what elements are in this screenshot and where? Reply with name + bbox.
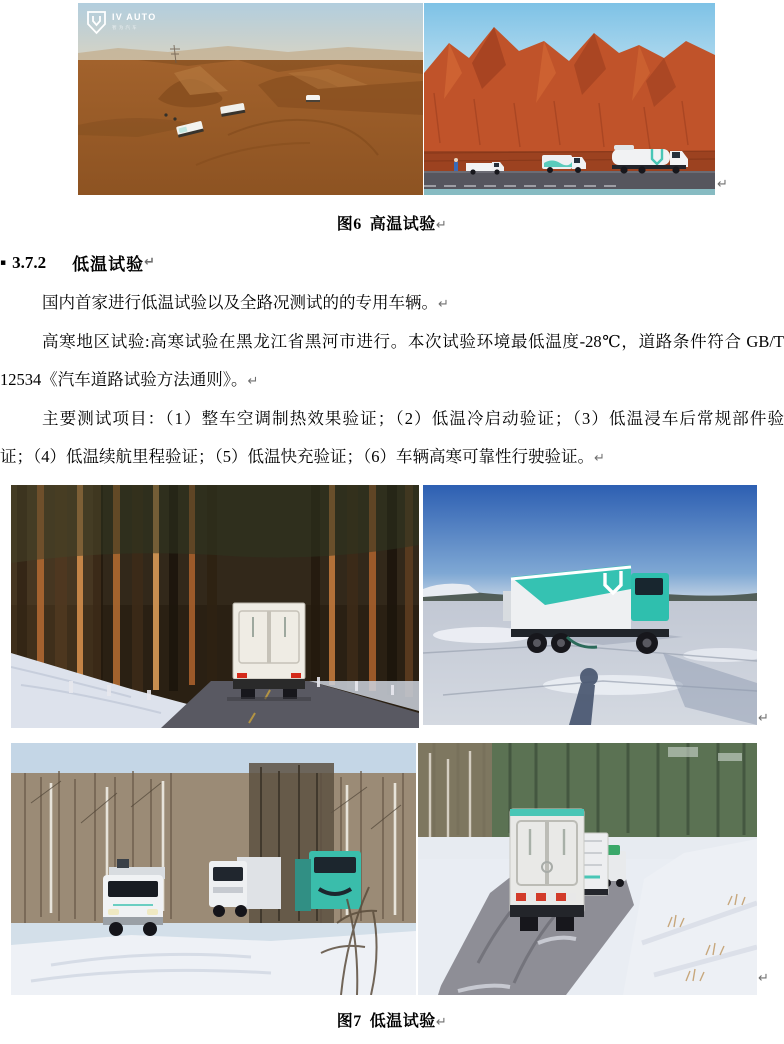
paragraph-mark: ↵: [717, 177, 728, 192]
paragraph-mark: ↵: [758, 971, 769, 986]
paragraph-mark: ↵: [758, 711, 769, 726]
paragraph-mark: ↵: [435, 1015, 448, 1030]
section-heading: [0, 250, 784, 275]
mini-truck: [103, 859, 165, 936]
figure6-caption-label: 图6: [336, 216, 362, 233]
person-dot: [164, 113, 167, 116]
brand-logo-text: IV AUTO: [112, 12, 157, 22]
white-truck: [209, 857, 281, 917]
section-title: 低温试验: [72, 255, 145, 274]
figure7-photo-frozen-lake: [423, 485, 757, 725]
paragraph-2-line-1: 高寒地区试验:高寒试验在黑龙江省黑河市进行。本次试验环境最低温度-28℃，道路条件符合 GB/T: [42, 331, 784, 351]
figure6-caption: [0, 211, 784, 234]
paragraph-mark: ↵: [435, 218, 448, 233]
big-truck-rear: [510, 809, 584, 931]
paragraph-mark: ↵: [438, 297, 449, 312]
figure6-photo-red-mountains-road: [424, 3, 715, 195]
paragraph-mark: ↵: [144, 255, 156, 270]
figure7-photo-snow-trail-convoy: [11, 743, 416, 995]
paragraph-mark: ↵: [247, 374, 259, 389]
truck-rear: [227, 603, 311, 699]
brand-logo-tagline: 智为汽车: [112, 25, 139, 30]
person-figure: [454, 158, 458, 171]
figure6-photo-desert-aerial: [78, 3, 423, 195]
heading-bullet-square: ▪: [0, 257, 7, 268]
paragraph-mark: ↵: [594, 451, 605, 466]
figure7-caption-text: 低温试验: [369, 1013, 436, 1030]
body-text: [0, 284, 784, 477]
paragraph-3-line-1: 主要测试项目：（1）整车空调制热效果验证；（2）低温冷启动验证；（3）低温浸车后常规部件验: [42, 408, 784, 428]
section-number: 3.7.2: [12, 252, 47, 272]
figure6-caption-text: 高温试验: [369, 216, 436, 233]
person-dot: [173, 117, 176, 120]
paragraph-2-line-2: 12534《汽车道路试验方法通则》。↵: [0, 370, 259, 389]
figure7-photo-snow-road-convoy: [418, 743, 757, 995]
teal-truck: [295, 851, 361, 911]
figure7-photo-forest-road: [11, 485, 419, 728]
figure7-caption: [0, 1008, 784, 1031]
paragraph-3-line-2: 证；（4）低温续航里程验证；（5）低温快充验证；（6）车辆高寒可靠性行驶验证。↵: [0, 447, 605, 466]
car-small: [306, 95, 320, 102]
paragraph-1: 国内首家进行低温试验以及全路况测试的的专用车辆。↵: [42, 293, 449, 312]
figure7-caption-label: 图7: [336, 1013, 362, 1030]
